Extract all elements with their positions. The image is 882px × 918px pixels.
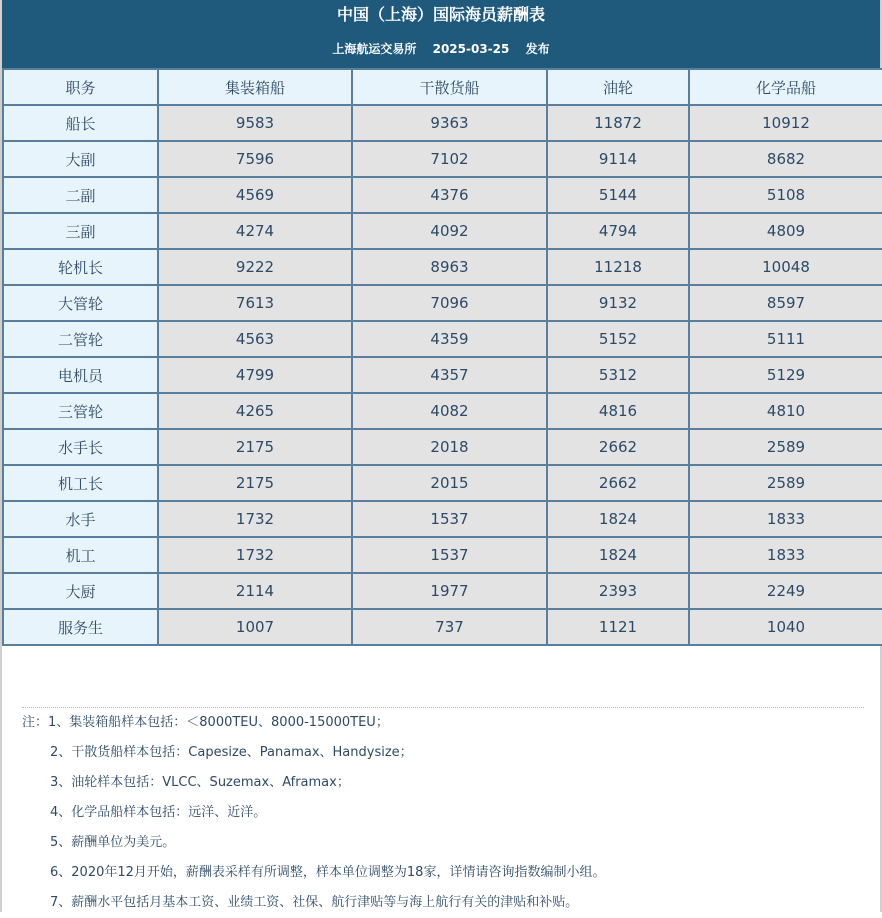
- cell-salary-chemical-tanker: 10912: [689, 105, 882, 141]
- cell-salary-chemical-tanker: 8597: [689, 285, 882, 321]
- cell-salary-container-ship: 7613: [158, 285, 352, 321]
- table-row: [3, 177, 882, 213]
- cell-salary-tanker: 2662: [547, 465, 689, 501]
- cell-salary-container-ship: 4569: [158, 177, 352, 213]
- cell-position: 电机员: [3, 357, 158, 393]
- cell-salary-bulk-carrier: 1537: [352, 537, 547, 573]
- notes-section: [22, 707, 864, 918]
- note-item: 注：1、集装箱船样本包括：＜8000TEU、8000-15000TEU；: [22, 715, 389, 730]
- table-row: [3, 609, 882, 645]
- cell-salary-container-ship: 4274: [158, 213, 352, 249]
- table-row: [3, 357, 882, 393]
- cell-salary-bulk-carrier: 1977: [352, 573, 547, 609]
- cell-salary-chemical-tanker: 5108: [689, 177, 882, 213]
- cell-position: 二管轮: [3, 321, 158, 357]
- cell-salary-container-ship: 2114: [158, 573, 352, 609]
- publisher: 上海航运交易所: [332, 42, 417, 56]
- cell-salary-chemical-tanker: 4810: [689, 393, 882, 429]
- cell-salary-bulk-carrier: 4359: [352, 321, 547, 357]
- cell-position: 大管轮: [3, 285, 158, 321]
- cell-position: 机工: [3, 537, 158, 573]
- cell-salary-chemical-tanker: 5111: [689, 321, 882, 357]
- note-item: 6、2020年12月开始，薪酬表采样有所调整，样本单位调整为18家，详情请咨询指数编制小组。: [50, 865, 606, 880]
- cell-salary-tanker: 1824: [547, 501, 689, 537]
- cell-salary-tanker: 5144: [547, 177, 689, 213]
- cell-position: 轮机长: [3, 249, 158, 285]
- note-item: 2、干散货船样本包括：Capesize、Panamax、Handysize；: [50, 745, 413, 760]
- note-item: 5、薪酬单位为美元。: [50, 835, 176, 850]
- page-header: [2, 0, 880, 68]
- cell-position: 三管轮: [3, 393, 158, 429]
- cell-salary-chemical-tanker: 1833: [689, 537, 882, 573]
- cell-position: 服务生: [3, 609, 158, 645]
- table-row: [3, 249, 882, 285]
- cell-salary-container-ship: 1732: [158, 537, 352, 573]
- cell-salary-tanker: 1824: [547, 537, 689, 573]
- cell-salary-chemical-tanker: 5129: [689, 357, 882, 393]
- cell-salary-container-ship: 7596: [158, 141, 352, 177]
- cell-salary-tanker: 11872: [547, 105, 689, 141]
- column-header-chemical-tanker: 化学品船: [689, 69, 882, 105]
- table-row: [3, 501, 882, 537]
- cell-salary-chemical-tanker: 8682: [689, 141, 882, 177]
- cell-position: 水手长: [3, 429, 158, 465]
- cell-salary-tanker: 4816: [547, 393, 689, 429]
- table-row: [3, 105, 882, 141]
- cell-salary-tanker: 11218: [547, 249, 689, 285]
- cell-position: 二副: [3, 177, 158, 213]
- cell-salary-chemical-tanker: 10048: [689, 249, 882, 285]
- table-row: [3, 429, 882, 465]
- table-row: [3, 321, 882, 357]
- cell-salary-container-ship: 4799: [158, 357, 352, 393]
- column-header-position: 职务: [3, 69, 158, 105]
- cell-salary-bulk-carrier: 9363: [352, 105, 547, 141]
- cell-salary-bulk-carrier: 4357: [352, 357, 547, 393]
- cell-salary-tanker: 4794: [547, 213, 689, 249]
- table-row: [3, 393, 882, 429]
- cell-salary-tanker: 2662: [547, 429, 689, 465]
- cell-salary-bulk-carrier: 737: [352, 609, 547, 645]
- table-body: [3, 105, 882, 645]
- table-header-row: [3, 69, 882, 105]
- table-row: [3, 465, 882, 501]
- cell-salary-bulk-carrier: 7096: [352, 285, 547, 321]
- cell-salary-tanker: 2393: [547, 573, 689, 609]
- cell-salary-tanker: 9114: [547, 141, 689, 177]
- salary-table: [2, 68, 882, 646]
- cell-salary-chemical-tanker: 1833: [689, 501, 882, 537]
- cell-salary-bulk-carrier: 2018: [352, 429, 547, 465]
- cell-salary-container-ship: 4563: [158, 321, 352, 357]
- cell-salary-tanker: 5152: [547, 321, 689, 357]
- column-header-bulk-carrier: 干散货船: [352, 69, 547, 105]
- cell-position: 大副: [3, 141, 158, 177]
- cell-salary-bulk-carrier: 4092: [352, 213, 547, 249]
- cell-position: 机工长: [3, 465, 158, 501]
- cell-salary-chemical-tanker: 2589: [689, 429, 882, 465]
- column-header-tanker: 油轮: [547, 69, 689, 105]
- cell-salary-container-ship: 9583: [158, 105, 352, 141]
- table-row: [3, 573, 882, 609]
- cell-salary-bulk-carrier: 7102: [352, 141, 547, 177]
- publish-date: 2025-03-25: [432, 42, 510, 56]
- cell-salary-tanker: 1121: [547, 609, 689, 645]
- cell-salary-chemical-tanker: 4809: [689, 213, 882, 249]
- cell-salary-container-ship: 9222: [158, 249, 352, 285]
- cell-salary-container-ship: 1007: [158, 609, 352, 645]
- publish-info: [2, 41, 880, 57]
- table-row: [3, 537, 882, 573]
- cell-salary-bulk-carrier: 8963: [352, 249, 547, 285]
- cell-salary-container-ship: 2175: [158, 465, 352, 501]
- cell-salary-chemical-tanker: 1040: [689, 609, 882, 645]
- cell-position: 大厨: [3, 573, 158, 609]
- cell-salary-bulk-carrier: 4376: [352, 177, 547, 213]
- table-row: [3, 213, 882, 249]
- cell-salary-container-ship: 4265: [158, 393, 352, 429]
- column-header-container-ship: 集装箱船: [158, 69, 352, 105]
- publish-label: 发布: [525, 42, 550, 56]
- cell-salary-chemical-tanker: 2249: [689, 573, 882, 609]
- cell-salary-chemical-tanker: 2589: [689, 465, 882, 501]
- table-row: [3, 141, 882, 177]
- cell-position: 三副: [3, 213, 158, 249]
- cell-position: 船长: [3, 105, 158, 141]
- page-title: 中国（上海）国际海员薪酬表: [336, 5, 545, 24]
- cell-salary-bulk-carrier: 1537: [352, 501, 547, 537]
- cell-position: 水手: [3, 501, 158, 537]
- table-row: [3, 285, 882, 321]
- cell-salary-bulk-carrier: 2015: [352, 465, 547, 501]
- note-item: 3、油轮样本包括：VLCC、Suzemax、Aframax；: [50, 775, 350, 790]
- cell-salary-tanker: 9132: [547, 285, 689, 321]
- cell-salary-tanker: 5312: [547, 357, 689, 393]
- cell-salary-bulk-carrier: 4082: [352, 393, 547, 429]
- cell-salary-container-ship: 2175: [158, 429, 352, 465]
- note-item: 4、化学品船样本包括：远洋、近洋。: [50, 805, 267, 820]
- note-item: 7、薪酬水平包括月基本工资、业绩工资、社保、航行津贴等与海上航行有关的津贴和补贴。: [50, 895, 579, 910]
- cell-salary-container-ship: 1732: [158, 501, 352, 537]
